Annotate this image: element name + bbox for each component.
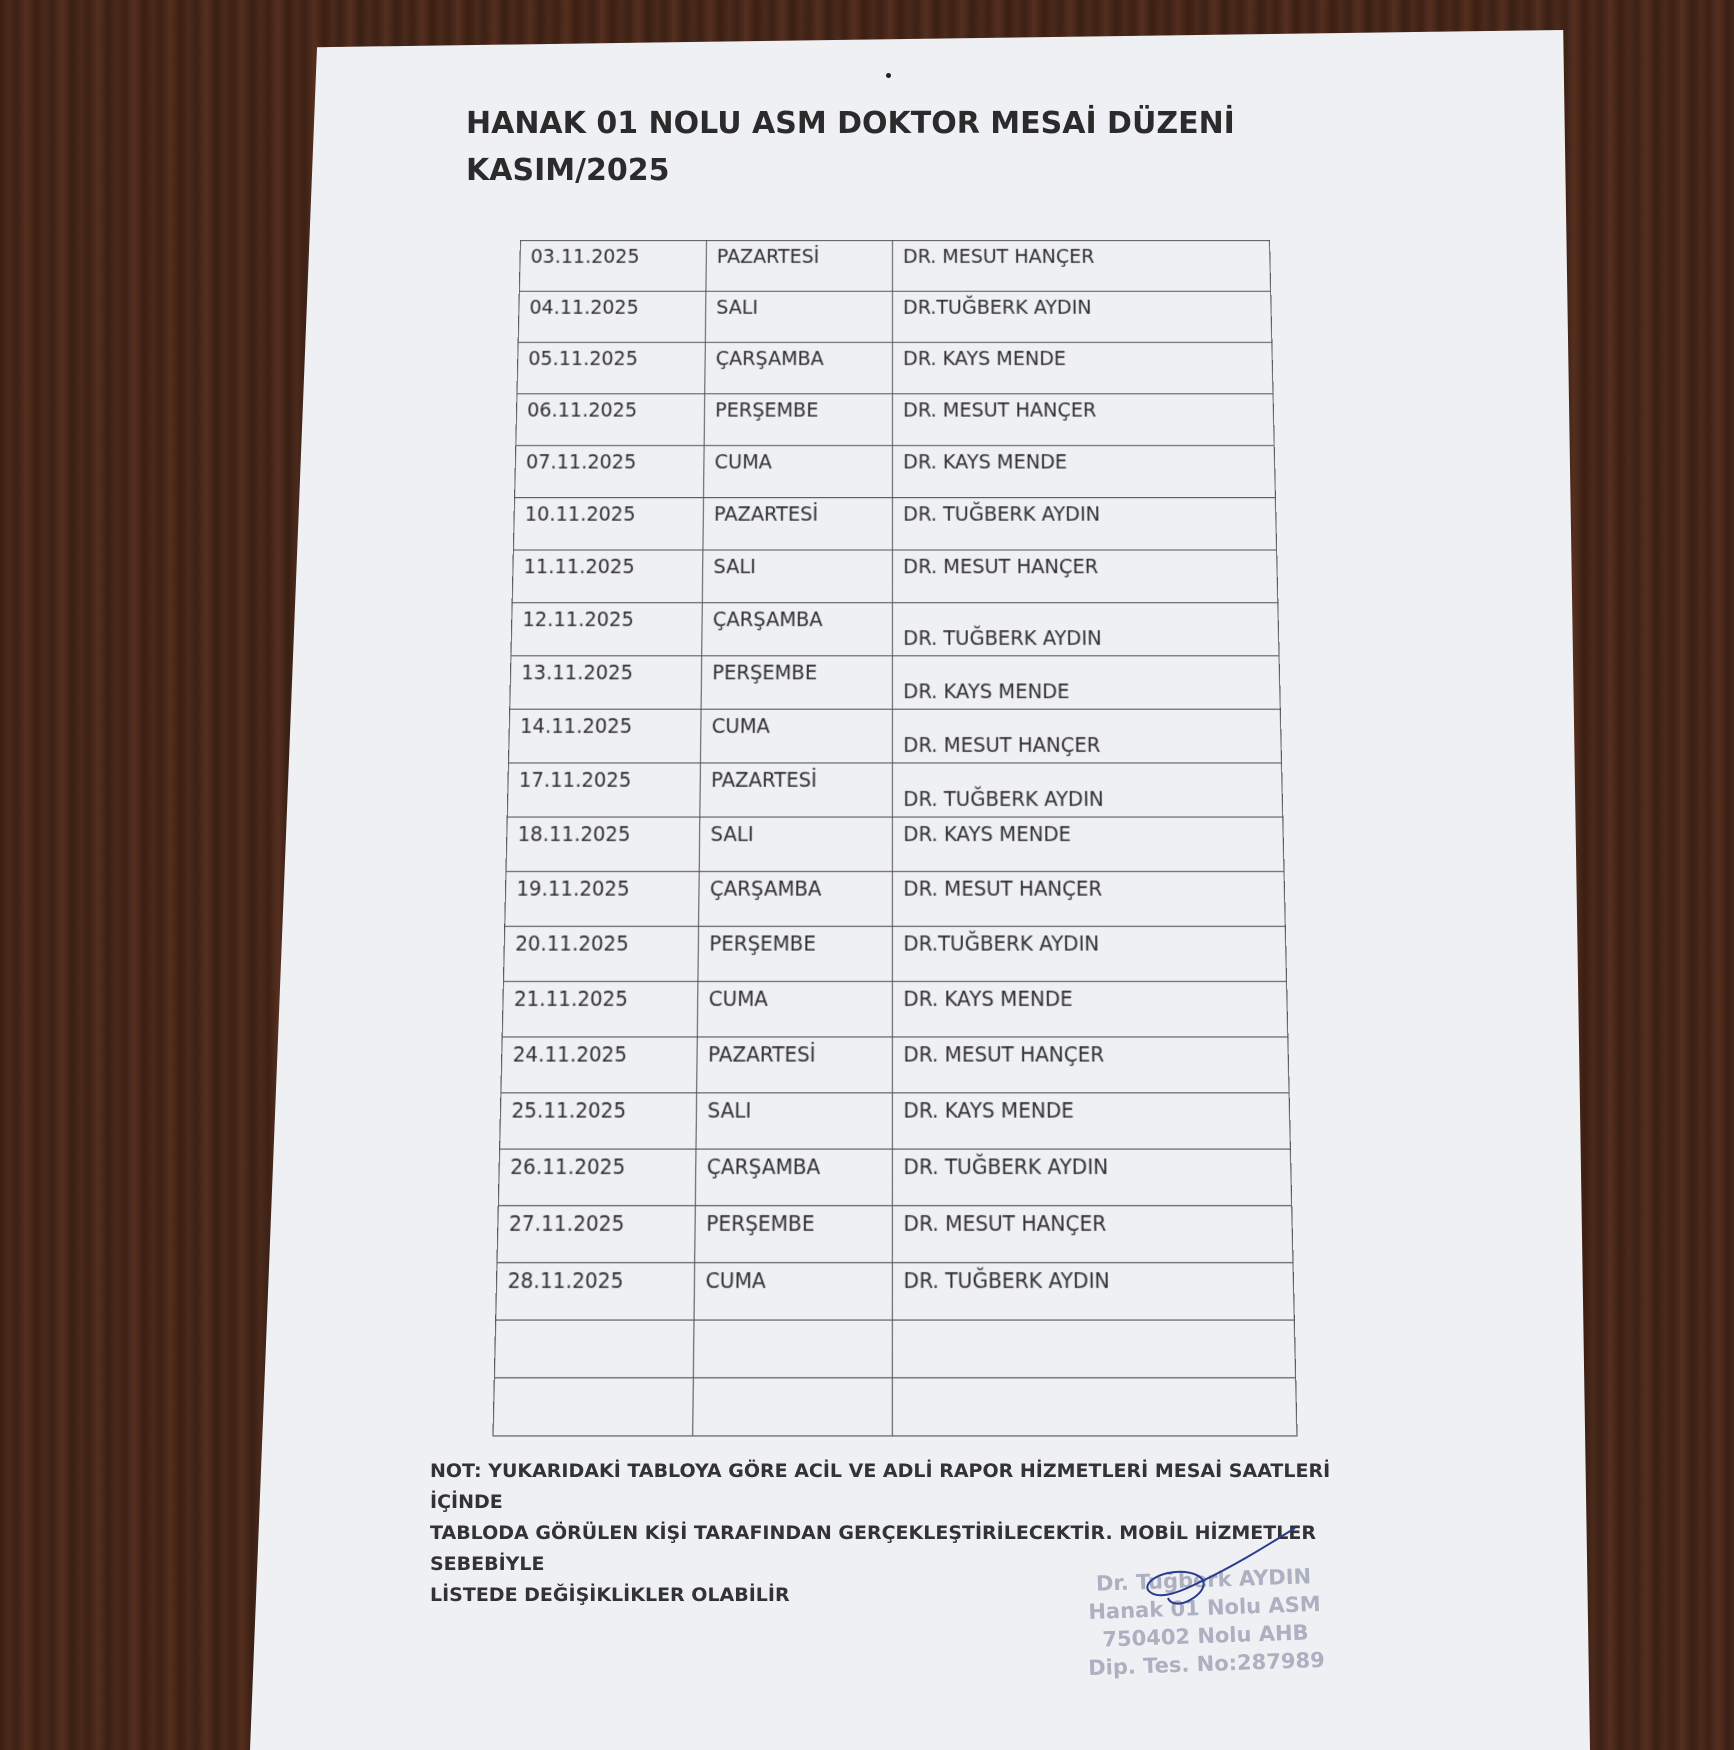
day-cell: SALI	[699, 817, 892, 871]
table-row	[496, 1263, 1295, 1320]
day-cell: CUMA	[697, 981, 892, 1037]
day-cell: ÇARŞAMBA	[695, 1149, 892, 1206]
date-cell	[493, 1378, 693, 1436]
date-cell: 19.11.2025	[505, 872, 699, 927]
date-cell: 25.11.2025	[500, 1093, 697, 1149]
date-cell: 04.11.2025	[518, 291, 706, 342]
doctor-cell	[892, 1378, 1297, 1436]
doctor-cell	[892, 1320, 1295, 1378]
day-cell: ÇARŞAMBA	[702, 603, 893, 656]
day-cell: PAZARTESİ	[706, 240, 893, 291]
doctor-cell: DR.TUĞBERK AYDIN	[892, 926, 1286, 981]
doctor-cell: DR. KAYS MENDE	[892, 656, 1280, 709]
table-row	[519, 240, 1270, 291]
date-cell: 24.11.2025	[501, 1037, 697, 1093]
footnote-line-2: TABLODA GÖRÜLEN KİŞİ TARAFINDAN GERÇEKLEŞTİRİLECEKTİR. MOBİL HİZMETLER SEBEBİYLE	[430, 1522, 1316, 1575]
date-cell: 13.11.2025	[510, 656, 702, 709]
day-cell: PERŞEMBE	[698, 926, 892, 981]
doctor-cell: DR. MESUT HANÇER	[892, 1037, 1289, 1093]
date-cell: 21.11.2025	[502, 981, 698, 1037]
date-cell: 12.11.2025	[511, 603, 702, 656]
date-cell	[494, 1320, 694, 1378]
doctor-cell: DR. TUĞBERK AYDIN	[892, 1149, 1291, 1206]
doctor-cell: DR. TUĞBERK AYDIN	[892, 603, 1279, 656]
table-row	[510, 656, 1281, 709]
doctor-cell: DR.TUĞBERK AYDIN	[892, 291, 1271, 342]
date-cell: 10.11.2025	[513, 498, 703, 550]
doctor-cell: DR. KAYS MENDE	[892, 342, 1273, 393]
table-row	[506, 817, 1284, 871]
date-cell: 18.11.2025	[506, 817, 700, 871]
table-row	[518, 291, 1272, 342]
paper-dot	[886, 73, 891, 78]
date-cell: 14.11.2025	[508, 709, 701, 763]
footnote-line-3: LİSTEDE DEĞİŞİKLİKLER OLABİLİR	[430, 1584, 790, 1606]
table-row	[512, 550, 1278, 603]
schedule-table	[492, 240, 1297, 1437]
doctor-cell: DR. MESUT HANÇER	[892, 1206, 1293, 1263]
footnote-line-1: NOT: YUKARIDAKİ TABLOYA GÖRE ACİL VE ADLİ RAPOR HİZMETLERİ MESAİ SAATLERİ İÇİNDE	[430, 1460, 1331, 1513]
doctor-cell: DR. TUĞBERK AYDIN	[892, 1263, 1294, 1320]
stamp-line-1: Dr. Tuğberk AYDIN	[1095, 1564, 1312, 1596]
doctor-cell: DR. MESUT HANÇER	[892, 394, 1274, 446]
day-cell: CUMA	[704, 446, 893, 498]
stamp-line-2: Hanak 01 Nolu ASM	[1087, 1591, 1322, 1625]
date-cell: 26.11.2025	[498, 1149, 696, 1206]
day-cell	[693, 1320, 892, 1378]
date-cell: 17.11.2025	[507, 763, 700, 817]
date-cell: 28.11.2025	[496, 1263, 695, 1320]
day-cell: CUMA	[700, 709, 892, 763]
doctor-cell: DR. MESUT HANÇER	[892, 872, 1285, 927]
table-row	[511, 603, 1279, 656]
table-row	[516, 394, 1274, 446]
date-cell: 06.11.2025	[516, 394, 705, 446]
document-title	[466, 100, 1235, 194]
title-line-2: KASIM/2025	[466, 153, 670, 188]
date-cell: 11.11.2025	[512, 550, 703, 603]
day-cell: SALI	[705, 291, 892, 342]
day-cell: CUMA	[694, 1263, 892, 1320]
table-row	[513, 498, 1276, 550]
day-cell: PAZARTESİ	[703, 498, 893, 550]
table-row	[517, 342, 1273, 393]
day-cell: PAZARTESİ	[697, 1037, 893, 1093]
stamp-line-4: Dip. Tes. No:287989	[1087, 1647, 1326, 1681]
date-cell: 07.11.2025	[515, 446, 705, 498]
table-row	[503, 926, 1286, 981]
doctor-cell: DR. KAYS MENDE	[892, 981, 1287, 1037]
doctor-cell: DR. TUĞBERK AYDIN	[892, 763, 1282, 817]
doctor-cell: DR. TUĞBERK AYDIN	[892, 498, 1276, 550]
table-row	[493, 1378, 1297, 1436]
day-cell: SALI	[702, 550, 892, 603]
day-cell: SALI	[696, 1093, 892, 1149]
date-cell: 03.11.2025	[519, 240, 706, 291]
doctor-cell: DR. MESUT HANÇER	[892, 550, 1277, 603]
table-row	[508, 709, 1281, 763]
table-row	[502, 981, 1288, 1037]
table-row	[497, 1206, 1293, 1263]
day-cell: PAZARTESİ	[700, 763, 893, 817]
date-cell: 27.11.2025	[497, 1206, 695, 1263]
doctor-cell: DR. KAYS MENDE	[892, 446, 1275, 498]
day-cell: ÇARŞAMBA	[699, 872, 893, 927]
day-cell: ÇARŞAMBA	[705, 342, 893, 393]
date-cell: 05.11.2025	[517, 342, 705, 393]
stamp-line-3: 750402 Nolu AHB	[1101, 1620, 1309, 1652]
table-row	[498, 1149, 1291, 1206]
table-row	[494, 1320, 1295, 1378]
day-cell: PERŞEMBE	[701, 656, 892, 709]
day-cell: PERŞEMBE	[695, 1206, 893, 1263]
doctor-cell: DR. KAYS MENDE	[892, 817, 1284, 871]
table-row	[501, 1037, 1289, 1093]
table-row	[515, 446, 1276, 498]
title-line-1: HANAK 01 NOLU ASM DOKTOR MESAİ DÜZENİ	[466, 106, 1235, 141]
table-row	[507, 763, 1283, 817]
schedule-body	[493, 240, 1297, 1435]
day-cell: PERŞEMBE	[704, 394, 892, 446]
doctor-cell: DR. KAYS MENDE	[892, 1093, 1290, 1149]
day-cell	[693, 1378, 893, 1436]
date-cell: 20.11.2025	[503, 926, 698, 981]
doctor-cell: DR. MESUT HANÇER	[892, 240, 1270, 291]
doctor-cell: DR. MESUT HANÇER	[892, 709, 1281, 763]
table-row	[505, 872, 1286, 927]
table-row	[500, 1093, 1291, 1149]
signature-icon	[1130, 1520, 1310, 1610]
